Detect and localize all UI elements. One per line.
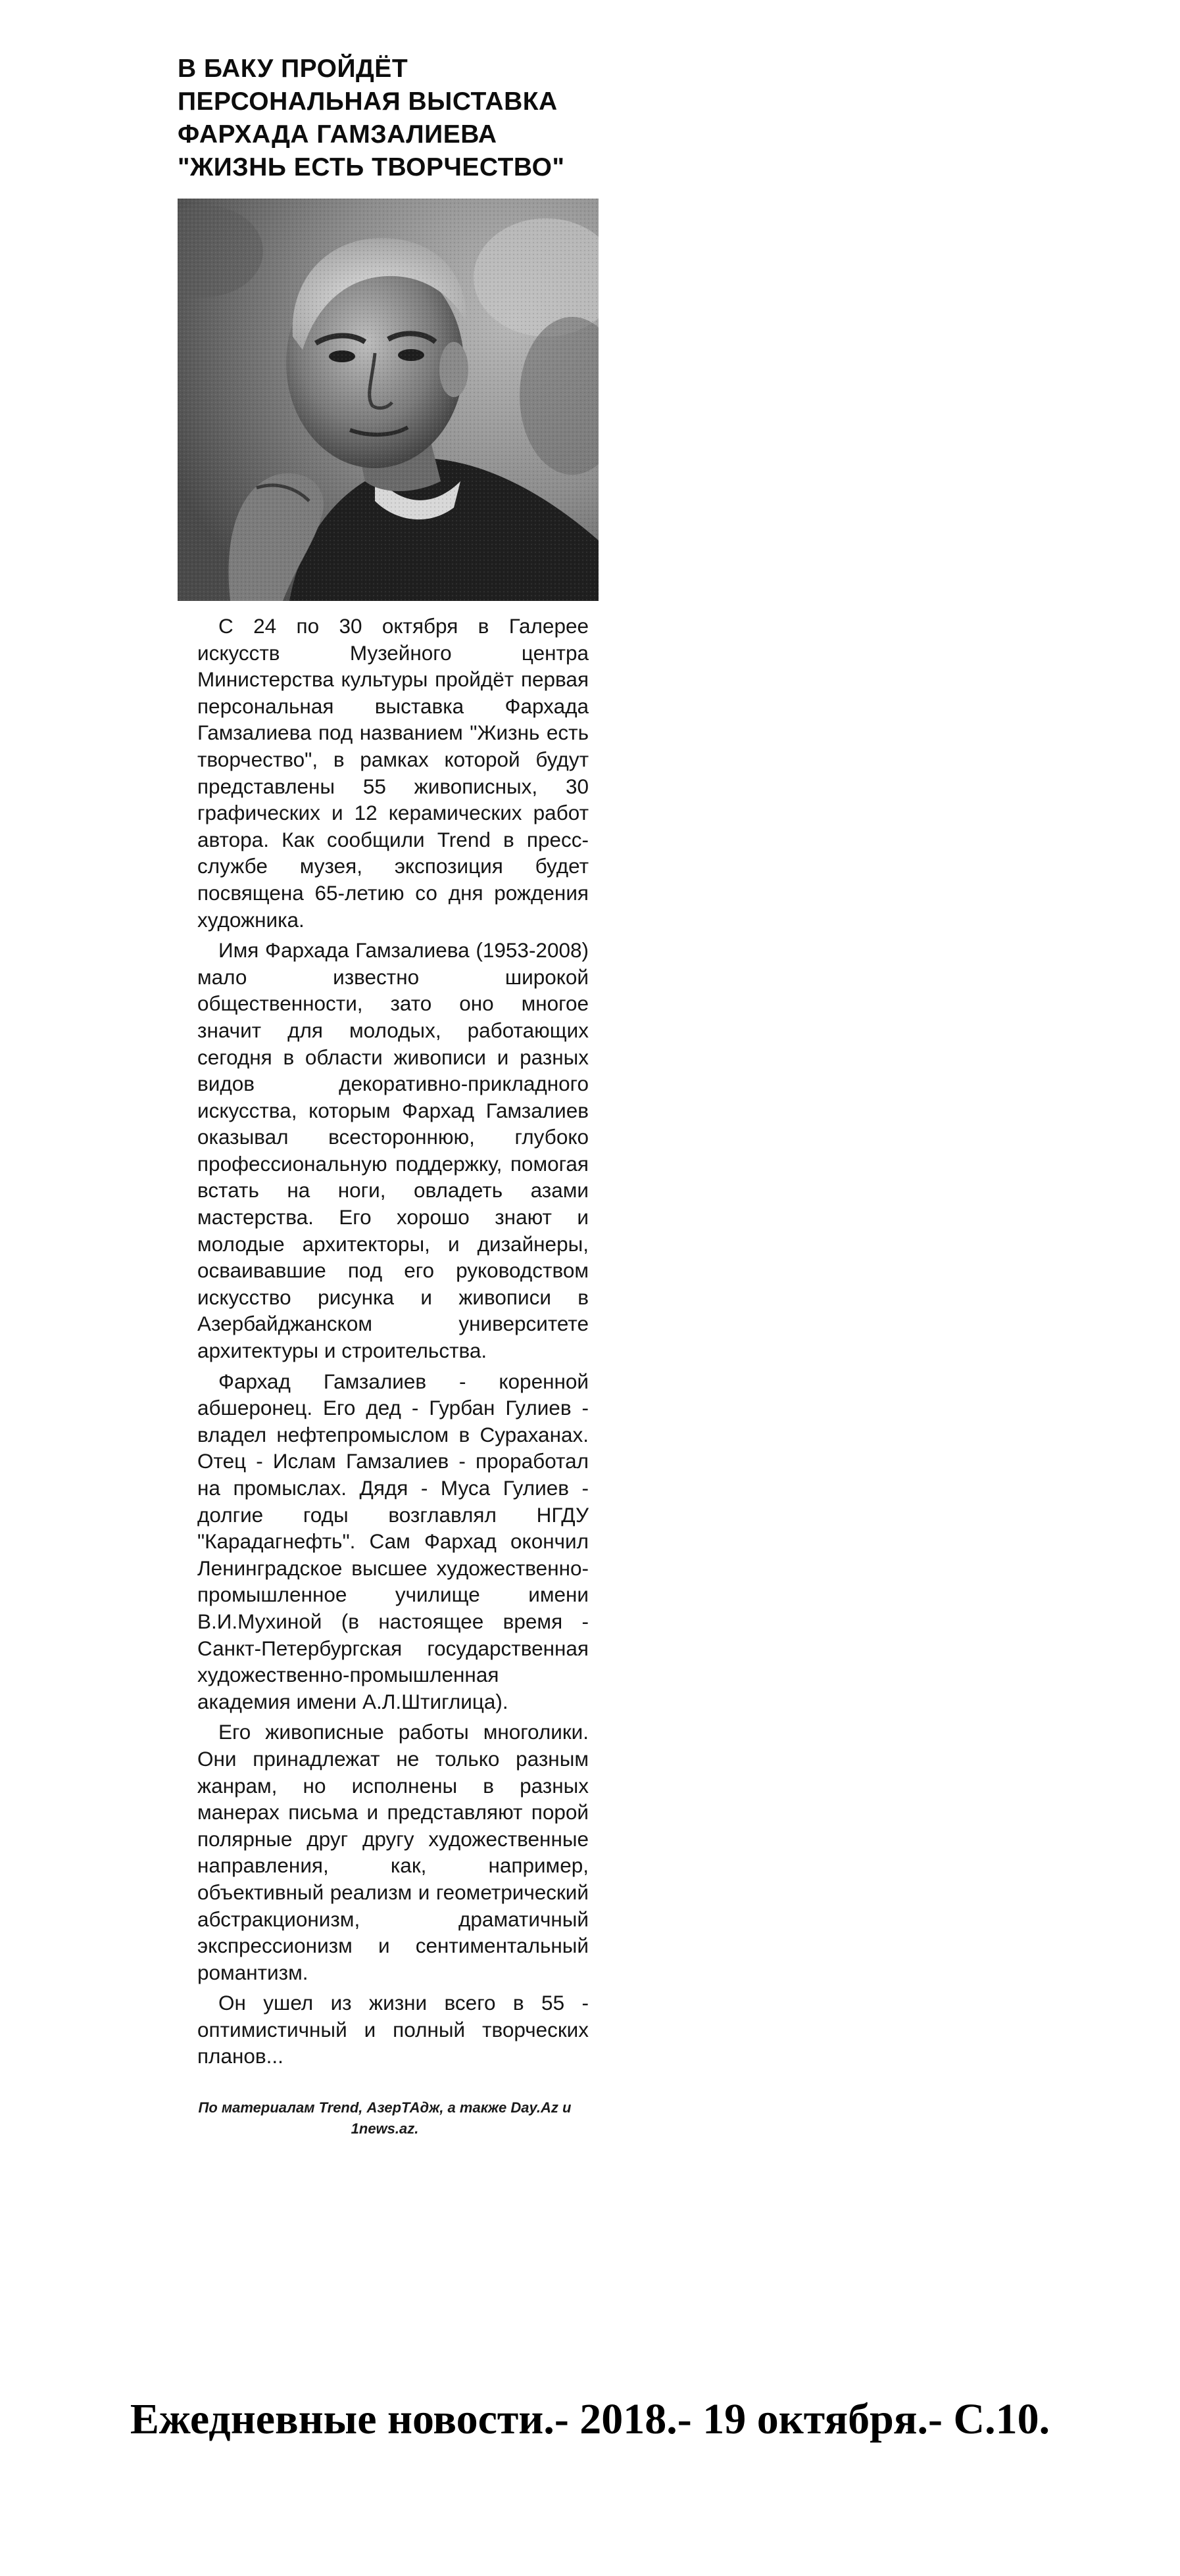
article-paragraph: Он ушел из жизни всего в 55 - оптимистичный и полный творческих планов... — [197, 1991, 589, 2068]
article-body — [178, 613, 599, 2070]
portrait-photo-image — [178, 199, 599, 601]
headline-line: "ЖИЗНЬ ЕСТЬ ТВОРЧЕСТВО" — [178, 153, 565, 181]
headline-line: ФАРХАДА ГАМЗАЛИЕВА — [178, 120, 497, 149]
source-credit: По материалам Trend, АзерТАдж, а также Day.Az и 1news.az. — [198, 2099, 572, 2137]
article-paragraph: Имя Фархада Гамзалиева (1953-2008) мало известно широкой общественности, зато оно многое значит для молодых, работающих сегодня в области живописи и разных видов декоративно-прикладного искусства, которым Фархад Гамзалиев оказывал всестороннюю, глубоко профессиональную поддержку, помогая встать на ноги, овладеть азами мастерства. Его хорошо знают и молодые архитекторы, и дизайнеры, осваивавшие под его руководством искусство рисунка и живописи в Азербайджанском университете архитектуры и строительства. — [197, 938, 589, 1363]
publication-citation: Ежедневные новости.- 2018.- 19 октября.- С.10. — [130, 2395, 1050, 2443]
article-paragraph: Фархад Гамзалиев - коренной абшеронец. Его дед - Гурбан Гулиев - владел нефтепромыслом в Сураханах. Отец - Ислам Гамзалиев - проработал на промыслах. Дядя - Муса Гулиев - долгие годы возглавлял НГДУ "Карадагнефть". Сам Фархад окончил Ленинградское высшее художественно-промышленное училище имени В.И.Мухиной (в настоящее время - Санкт-Петербургская государственная художественно-промышленная академия имени А.Л.Штиглица). — [197, 1369, 589, 1713]
article-headline — [178, 53, 599, 184]
portrait-photo — [178, 199, 599, 601]
article-paragraph: С 24 по 30 октября в Галерее искусств Музейного центра Министерства культуры пройдёт первая персональная выставка Фархада Гамзалиева под названием "Жизнь есть творчество", в рамках которой будут представлены 55 живописных, 30 графических и 12 керамических работ автора. Как сообщили Trend в пресс-службе музея, экспозиция будет посвящена 65-летию со дня рождения художника. — [197, 614, 589, 932]
article-paragraph: Его живописные работы многолики. Они принадлежат не только разным жанрам, но исполнены в разных манерах письма и представляют порой полярные друг другу художественные направления, как, например, объективный реализм и геометрический абстракционизм, драматичный экспрессионизм и сентиментальный романтизм. — [197, 1720, 589, 1984]
headline-line: ПЕРСОНАЛЬНАЯ ВЫСТАВКА — [178, 87, 558, 116]
headline-line: В БАКУ ПРОЙДЁТ — [178, 55, 408, 83]
newspaper-clipping — [178, 53, 599, 2139]
